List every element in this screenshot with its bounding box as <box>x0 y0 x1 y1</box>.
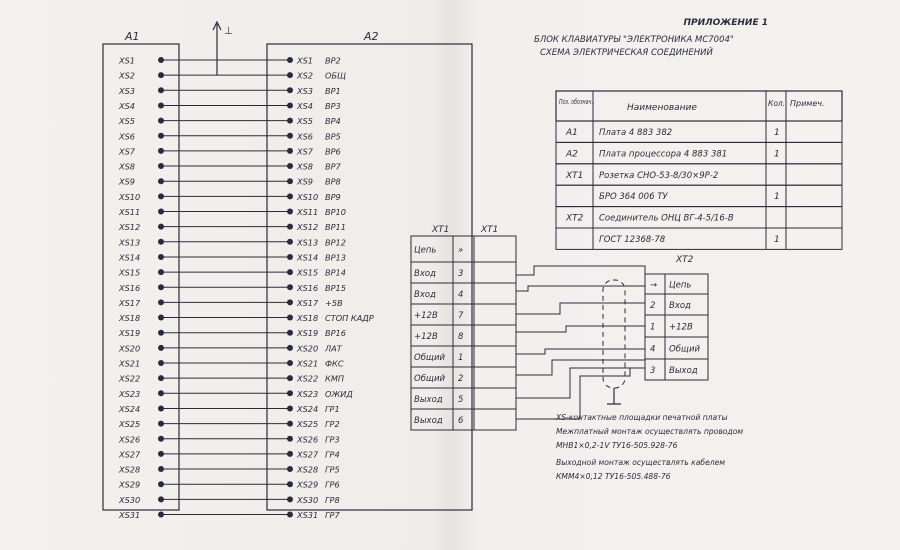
a2-pin-label: XS27 <box>297 449 319 460</box>
a2-pin-dot <box>287 345 293 351</box>
header-qty: Кол. <box>768 99 786 108</box>
pin-row <box>118 328 346 338</box>
xt1-num-cell <box>453 236 474 262</box>
a2-signal-label: ГР3 <box>325 434 340 445</box>
xt1-signal-name: Общий <box>414 353 445 363</box>
a1-pin-label: XS16 <box>119 282 141 293</box>
a2-signal-label: ВР3 <box>325 100 341 111</box>
pin-row <box>118 116 341 126</box>
a1-pin-label: XS19 <box>119 328 141 339</box>
xt1-row <box>411 367 516 388</box>
cell-name: Соединитель ОНЦ ВГ-4-5/16-В <box>599 213 734 224</box>
xt1-row <box>411 236 516 262</box>
a2-pin-label: XS5 <box>297 116 314 127</box>
a2-pin-label: XS6 <box>297 131 314 142</box>
cell-qty: 1 <box>774 149 780 160</box>
xt1-pin-number: 6 <box>458 416 464 426</box>
pin-row <box>118 237 346 247</box>
a1-pin-label: XS8 <box>119 161 136 172</box>
a2-pin-label: XS30 <box>297 494 319 505</box>
cell-qty: 1 <box>774 128 780 138</box>
header-note: Примеч. <box>790 99 825 108</box>
a1-pin-label: XS15 <box>119 267 141 278</box>
xt2-label: XT2 <box>676 255 694 265</box>
pin-row <box>118 268 346 278</box>
a2-pin-dot <box>287 163 293 169</box>
a2-signal-label: ОЖИД <box>325 388 353 399</box>
a2-pin-dot <box>287 405 293 411</box>
a1-pin-label: XS9 <box>119 176 136 187</box>
xt1-pin-number: 3 <box>458 269 464 279</box>
pin-row <box>118 313 374 323</box>
a2-pin-dot <box>287 118 293 124</box>
a2-pin-dot <box>287 284 293 290</box>
xt1-empty-cell <box>474 346 516 367</box>
pin-row <box>118 374 344 384</box>
xt1-pin-number: 2 <box>458 374 464 384</box>
cell-position: A1 <box>566 128 578 138</box>
cell-qty: 1 <box>774 192 780 203</box>
pin-row <box>118 56 341 66</box>
a2-signal-label: ВР1 <box>325 85 341 96</box>
a2-pin-dot <box>287 224 293 230</box>
cell-name: Плата 4 883 382 <box>599 128 673 138</box>
note-4: Выходной монтаж осуществлять кабелем <box>556 458 726 467</box>
a2-signal-label: ГР5 <box>325 464 340 475</box>
a2-pin-label: XS24 <box>297 403 319 414</box>
a2-pin-label: XS23 <box>297 388 319 399</box>
a1-pin-label: XS17 <box>119 297 141 308</box>
a1-pin-label: XS4 <box>119 100 136 111</box>
a2-pin-dot <box>287 72 293 78</box>
a1-pin-label: XS1 <box>119 55 136 66</box>
a2-signal-label: ВР5 <box>325 131 341 142</box>
a2-pin-label: XS31 <box>297 510 319 520</box>
a2-pin-label: XS11 <box>297 207 319 217</box>
cell-name: ГОСТ 12368-78 <box>599 235 666 245</box>
xt2-pin-number: 3 <box>650 366 656 376</box>
a2-pin-dot <box>287 466 293 472</box>
a2-pin-label: XS1 <box>297 55 314 66</box>
xt1-empty-cell <box>474 409 516 430</box>
notes <box>555 413 743 481</box>
note-1: XS-контактные площадки печатной платы <box>556 413 728 422</box>
a2-pin-label: XS14 <box>297 252 319 263</box>
a2-signal-label: ГР1 <box>325 403 340 414</box>
pin-row <box>118 207 346 217</box>
a2-pin-dot <box>287 436 293 442</box>
pin-row <box>118 495 340 505</box>
xt1-pin-number: 5 <box>458 395 464 405</box>
xt1-num-cell <box>453 304 474 325</box>
pin-row <box>118 222 346 232</box>
a1-pin-label: XS12 <box>119 222 141 233</box>
a2-pin-label: XS16 <box>297 282 319 293</box>
a2-signal-label: ВР15 <box>325 282 346 293</box>
cell-name: Плата процессора 4 883 381 <box>599 149 728 160</box>
a2-pin-dot <box>287 315 293 321</box>
xt2-signal-name: Общий <box>669 344 700 355</box>
connector-xt2 <box>645 274 708 380</box>
wire-vhod-3 <box>516 266 645 303</box>
a2-pin-label: XS25 <box>297 419 319 430</box>
a2-pin-dot <box>287 360 293 366</box>
a2-pin-dot <box>287 148 293 154</box>
a2-pin-label: XS13 <box>297 237 319 248</box>
pin-row <box>118 510 340 520</box>
pin-row <box>118 404 340 414</box>
xt1-empty-cell <box>474 283 516 304</box>
a2-signal-label: ФКС <box>325 358 344 369</box>
a1-pin-label: XS7 <box>119 146 136 157</box>
a2-pin-label: XS20 <box>297 343 319 354</box>
a2-signal-label: ГР4 <box>325 449 340 460</box>
cable-shield <box>603 280 625 388</box>
xt2-pin-number: → <box>650 280 658 291</box>
a2-pin-label: XS21 <box>297 358 319 369</box>
pin-row <box>118 86 341 96</box>
xt1-num-cell <box>453 409 474 430</box>
xt2-pin-number: 2 <box>650 301 656 311</box>
a2-pin-label: XS19 <box>297 328 319 339</box>
pin-row <box>118 419 340 429</box>
wire-out-6 <box>516 368 645 419</box>
a2-pin-label: XS10 <box>297 191 319 202</box>
a1-pin-label: XS22 <box>119 373 141 384</box>
a1-pin-label: XS6 <box>119 131 136 142</box>
parts-list-table <box>556 91 842 249</box>
a1-pin-label: XS25 <box>119 419 141 430</box>
a2-pin-label: XS4 <box>297 100 314 111</box>
a2-signal-label: СТОП КАДР <box>325 313 374 324</box>
wire-12v-7 <box>516 303 645 314</box>
wire-common-1 <box>516 349 645 354</box>
xt1-row <box>411 325 516 346</box>
a2-pin-dot <box>287 451 293 457</box>
a2-pin-dot <box>287 87 293 93</box>
xt1-label-left: XT1 <box>432 225 450 235</box>
xt1-signal-name: Вход <box>414 269 436 279</box>
xt1-num-cell <box>453 346 474 367</box>
xt2-pin-number: 1 <box>650 322 656 333</box>
xt2-row <box>645 274 708 294</box>
a2-pin-dot <box>287 390 293 396</box>
a1-pin-label: XS10 <box>119 191 141 202</box>
xt1-empty-cell <box>474 367 516 388</box>
a1-pin-label: XS30 <box>119 494 141 505</box>
xt1-num-cell <box>453 388 474 409</box>
xt1-num-cell <box>453 283 474 304</box>
pin-row <box>118 192 341 202</box>
connector-xt1 <box>411 236 516 430</box>
a2-pin-dot <box>287 178 293 184</box>
a2-signal-label: ЛАТ <box>325 343 342 354</box>
a2-signal-label: ВР6 <box>325 146 341 157</box>
a1-pin-label: XS18 <box>119 313 141 324</box>
a2-pin-label: XS29 <box>297 479 319 490</box>
a1-pin-label: XS28 <box>119 464 141 475</box>
xt1-signal-name: Цепь <box>414 245 437 256</box>
a1-pin-label: XS31 <box>119 510 141 520</box>
xt2-signal-name: Цепь <box>669 280 692 291</box>
xt1-empty-cell <box>474 262 516 283</box>
a2-signal-label: ВР7 <box>325 161 341 172</box>
xt1-pin-number: » <box>458 245 464 256</box>
xt1-num-cell <box>453 262 474 283</box>
cell-position: A2 <box>566 149 578 160</box>
appendix-label: ПРИЛОЖЕНИЕ 1 <box>683 18 768 28</box>
xt1-signal-name: +12В <box>414 332 438 342</box>
xt1-pin-number: 4 <box>458 290 464 300</box>
pin-row <box>118 146 341 156</box>
title-line1: БЛОК КЛАВИАТУРЫ "ЭЛЕКТРОНИКА МС7004" <box>534 35 734 45</box>
pin-row <box>118 131 341 141</box>
a2-pin-label: XS18 <box>297 313 319 324</box>
a2-pin-dot <box>287 102 293 108</box>
pin-row <box>118 71 346 81</box>
table-row <box>556 185 842 206</box>
shield-ground-icon <box>607 388 621 404</box>
xt2-row <box>645 337 708 359</box>
a2-pin-dot <box>287 375 293 381</box>
table-row <box>556 164 842 185</box>
pin-row <box>118 177 341 187</box>
pin-rows <box>118 56 374 521</box>
a2-pin-label: XS28 <box>297 464 319 475</box>
a2-signal-label: ВР8 <box>325 176 341 187</box>
wire-common-2 <box>516 349 645 375</box>
a2-pin-dot <box>287 496 293 502</box>
xt1-row <box>411 409 516 430</box>
a1-pin-label: XS13 <box>119 237 141 248</box>
a2-signal-label: ГР6 <box>325 479 340 490</box>
pin-row <box>118 465 340 475</box>
pin-row <box>118 359 344 369</box>
xt2-signal-name: Выход <box>669 366 698 376</box>
table-row <box>556 207 842 228</box>
pin-row <box>118 343 343 353</box>
a2-signal-label: ВР10 <box>325 207 346 217</box>
xt1-label-right: XT1 <box>481 225 499 235</box>
xt1-empty-cell <box>474 236 516 262</box>
a1-pin-label: XS21 <box>119 358 141 369</box>
a2-pin-dot <box>287 239 293 245</box>
xt2-row <box>645 294 708 315</box>
a1-pin-label: XS26 <box>119 434 141 445</box>
xt1-pin-number: 7 <box>458 311 464 321</box>
xt1-row <box>411 283 516 304</box>
a1-pin-label: XS11 <box>119 207 141 217</box>
note-3: МНВ1×0,2-1V ТУ16-505.928-76 <box>556 441 678 450</box>
a1-pin-label: XS29 <box>119 479 141 490</box>
xt1-signal-name: Выход <box>414 416 443 426</box>
a2-signal-label: КМП <box>325 373 345 384</box>
pin-row <box>118 449 340 459</box>
note-2: Межплатный монтаж осуществлять проводом <box>556 427 744 436</box>
a2-signal-label: ОБЩ <box>325 70 347 81</box>
cell-name: Розетка СНО-53-8/30×9Р-2 <box>599 170 719 181</box>
cell-position: XT2 <box>566 213 584 224</box>
a2-pin-dot <box>287 299 293 305</box>
a2-pin-dot <box>287 421 293 427</box>
a1-pin-label: XS23 <box>119 388 141 399</box>
a2-pin-label: XS15 <box>297 267 319 278</box>
title-line2: СХЕМА ЭЛЕКТРИЧЕСКАЯ СОЕДИНЕНИЙ <box>540 48 713 58</box>
xt2-row <box>645 359 708 380</box>
a1-pin-label: XS20 <box>119 343 141 354</box>
pin-row <box>118 283 346 293</box>
xt1-signal-name: Выход <box>414 395 443 405</box>
a1-pin-label: XS3 <box>119 85 136 96</box>
pin-row <box>118 389 353 399</box>
ground-mark: ⊥ <box>224 26 233 37</box>
a2-pin-dot <box>287 57 293 63</box>
xt1-pin-number: 1 <box>458 353 464 363</box>
a2-pin-dot <box>287 209 293 215</box>
xt1-empty-cell <box>474 304 516 325</box>
cell-position: XT1 <box>566 170 584 181</box>
xt1-empty-cell <box>474 325 516 346</box>
board-a1-label: A1 <box>125 30 140 43</box>
a2-pin-label: XS22 <box>297 373 319 384</box>
a2-signal-label: ВР11 <box>325 222 346 233</box>
xt1-signal-name: +12В <box>414 311 438 321</box>
a1-pin-label: XS24 <box>119 403 141 414</box>
a2-pin-label: XS9 <box>297 176 314 187</box>
pin-row <box>118 101 341 111</box>
a1-pin-label: XS5 <box>119 116 136 127</box>
xt1-row <box>411 346 516 367</box>
table-row <box>556 121 842 142</box>
pin-row <box>118 480 340 490</box>
a1-pin-label: XS2 <box>119 70 136 81</box>
table-row <box>556 142 842 163</box>
a2-pin-label: XS3 <box>297 85 314 96</box>
a2-pin-label: XS7 <box>297 146 314 157</box>
a2-pin-dot <box>287 254 293 260</box>
board-a2-label: A2 <box>364 30 379 43</box>
a2-pin-dot <box>287 330 293 336</box>
a2-signal-label: ВР9 <box>325 191 341 202</box>
a2-signal-label: ГР7 <box>325 510 340 520</box>
cell-name: БРО 364 006 ТУ <box>599 192 668 203</box>
board-a1-outline <box>103 44 179 510</box>
a2-pin-dot <box>287 512 293 518</box>
xt1-pin-number: 8 <box>458 332 464 342</box>
a2-pin-dot <box>287 269 293 275</box>
a2-signal-label: ВР13 <box>325 252 346 263</box>
wire-12v-8 <box>516 326 645 332</box>
xt1-row <box>411 304 516 325</box>
note-5: КММ4×0,12 ТУ16-505.488-76 <box>556 472 671 481</box>
a2-pin-label: XS2 <box>297 70 314 81</box>
pin-row <box>118 252 346 262</box>
a2-signal-label: ГР8 <box>325 494 340 505</box>
a2-pin-dot <box>287 133 293 139</box>
xt2-signal-name: +12В <box>669 322 693 333</box>
a2-signal-label: ГР2 <box>325 419 340 430</box>
xt1-signal-name: Вход <box>414 290 436 300</box>
xt1-num-cell <box>453 325 474 346</box>
cable-wires <box>516 266 645 419</box>
header-position: Поз. обознач. <box>559 98 593 106</box>
a1-pin-label: XS27 <box>119 449 141 460</box>
xt2-row <box>645 315 708 337</box>
xt1-row <box>411 388 516 409</box>
a2-pin-label: XS12 <box>297 222 319 233</box>
xt1-num-cell <box>453 367 474 388</box>
a2-signal-label: ВР12 <box>325 237 346 248</box>
xt2-pin-number: 4 <box>650 344 656 355</box>
xt2-signal-name: Вход <box>669 301 691 311</box>
a2-pin-dot <box>287 193 293 199</box>
a2-pin-label: XS17 <box>297 297 319 308</box>
a1-pin-label: XS14 <box>119 252 141 263</box>
a2-signal-label: ВР16 <box>325 328 346 339</box>
wire-vhod-4 <box>516 286 645 291</box>
xt1-empty-cell <box>474 388 516 409</box>
a2-pin-label: XS8 <box>297 161 314 172</box>
xt1-row <box>411 262 516 283</box>
a2-signal-label: ВР2 <box>325 55 341 66</box>
header-name: Наименование <box>627 103 697 113</box>
a2-pin-dot <box>287 481 293 487</box>
cell-qty: 1 <box>774 235 780 245</box>
xt1-signal-name: Общий <box>414 374 445 384</box>
pin-row <box>118 162 342 172</box>
table-row <box>556 228 842 249</box>
a2-signal-label: +5В <box>325 297 343 308</box>
a2-signal-label: ВР14 <box>325 267 346 278</box>
a2-pin-label: XS26 <box>297 434 319 445</box>
a2-signal-label: ВР4 <box>325 116 341 127</box>
pin-row <box>118 298 343 308</box>
pin-row <box>118 434 340 444</box>
